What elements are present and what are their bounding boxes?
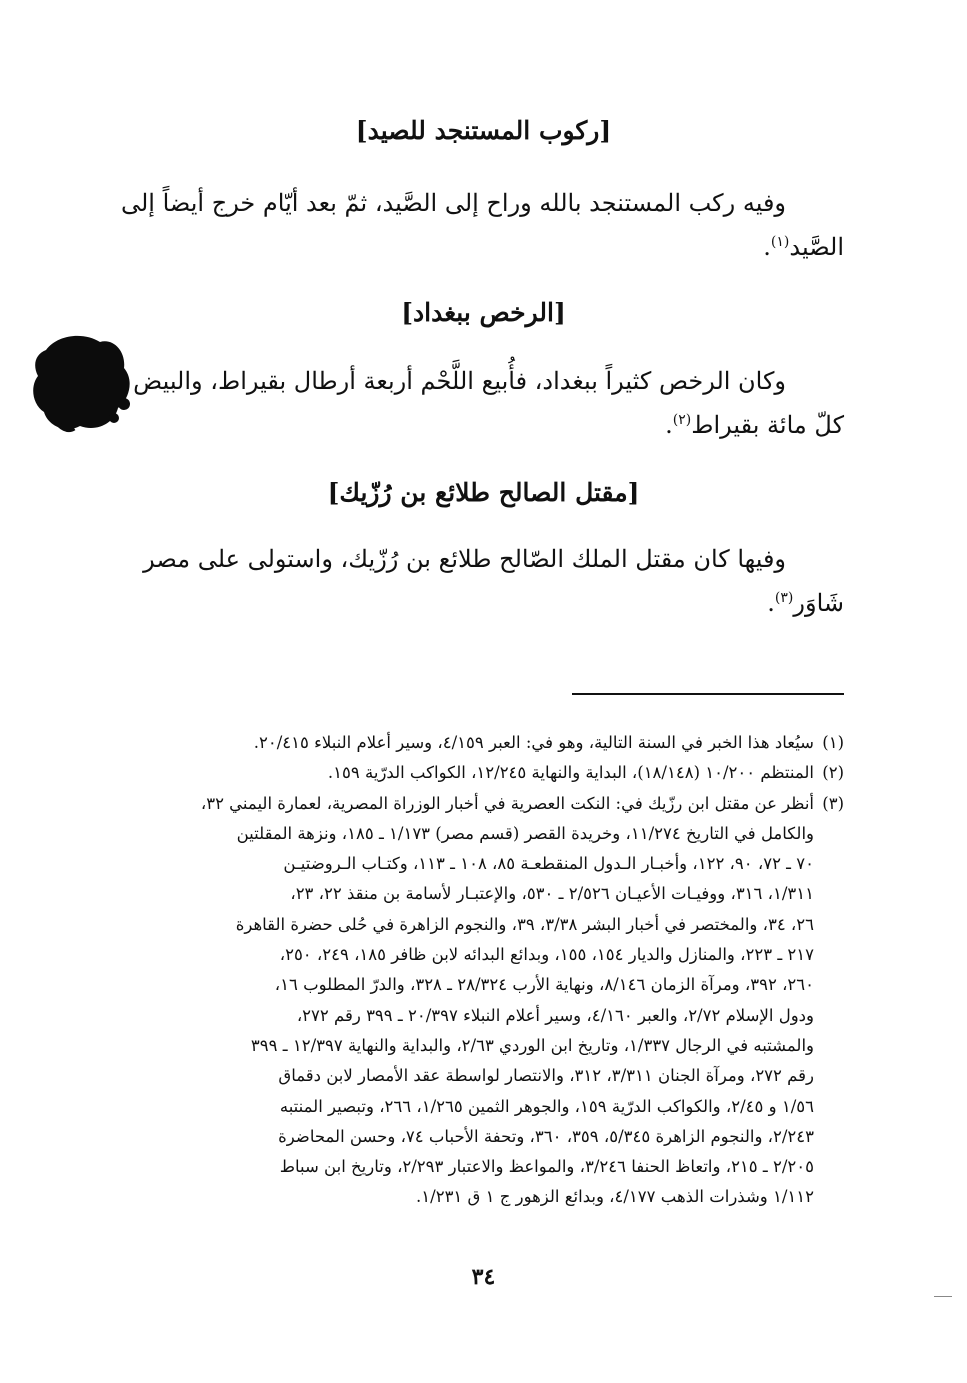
footnote-line bbox=[118, 728, 844, 758]
paragraph-line: وفيه ركب المستنجد بالله وراح إلى الصَّيد، ثمّ بعد أيّام خرج أيضاً إلى bbox=[120, 189, 786, 217]
section-paragraph-cheapness bbox=[118, 359, 844, 447]
footnote-line: والكامل في التاريخ ١١/٢٧٤، وخريدة القصر (قسم مصر) ١/١٧٣ ـ ١٨٥، ونزهة المقلتين bbox=[236, 823, 814, 843]
paragraph-line: الصَّيد$^{(١)}$. bbox=[763, 233, 844, 261]
page-number: ٣٤ bbox=[471, 1264, 496, 1290]
paragraph-line: شَاوَر$^{(٣)}$. bbox=[767, 589, 844, 617]
footnote-text: سيُعاد هذا الخبر في السنة التالية، وهو في: العبر ٤/١٥٩، وسير أعلام النبلاء ٢٠/٤١٥. bbox=[253, 733, 814, 752]
section-heading-hunting: [ركوب المستنجد للصيد] bbox=[355, 116, 612, 145]
footnote-line: ٢/٢٤٣، والنجوم الزاهرة ٥/٣٤٥، ٣٥٩، ٣٦٠، وتحفة الأحباب ٧٤، وحسن المحاضرة bbox=[278, 1126, 814, 1146]
footnote-number: (٢) bbox=[822, 763, 844, 783]
footnote-line: ٧٠ ـ ٧٢، ٩٠، ١٢٢، وأخبـار الـدول المنقطعـة ٨٥، ١٠٨ ـ ١١٣، وكتـاب الـروضتيـن bbox=[283, 854, 814, 874]
footnote-line: ١/١١٢ وشذرات الذهب ٤/١٧٧، وبدائع الزهور ج ١ ق ١/٢٣١. bbox=[416, 1187, 814, 1207]
footnote-line: ودول الإسلام ٢/٧٢، والعبر ٤/١٦٠، وسير أعلام النبلاء ٢٠/٣٩٧ ـ ٣٩٩ رقم ٢٧٢، bbox=[296, 1005, 814, 1025]
paragraph-line: كلّ مائة بقيراط$^{(٢)}$. bbox=[665, 411, 844, 439]
paragraph-text: الصَّيد bbox=[789, 233, 844, 261]
paragraph-text: شَاوَر bbox=[793, 589, 844, 617]
section-heading-talai-murder: [مقتل الصالح طلائع بن رُزّيك] bbox=[327, 478, 640, 507]
footnote-reference: (٢) bbox=[672, 412, 692, 428]
section-paragraph-hunting bbox=[118, 181, 844, 269]
footnote-reference: (١) bbox=[770, 234, 790, 250]
footnote-line: ٢٦٠، ٣٩٢، ومرآة الزمان ٨/١٤٦، ونهاية الأرب ٢٨/٣٢٤ ـ ٣٢٨، والدرّ المطلوب ١٦، bbox=[274, 975, 814, 995]
footnote-line: ٢١٧ ـ ٢٢٣، والمنازل والديار ١٥٤، ١٥٥، وبدائع البدائه لابن ظافر ١٨٥، ٢٤٩، ٢٥٠، bbox=[279, 945, 814, 965]
paragraph-text: كلّ مائة بقيراط bbox=[691, 411, 844, 439]
footnote-line: رقم ٢٧٢، ومرآة الجنان ٣/٣١١، ٣١٢، والانتصار لواسطة عقد الأمصار لابن دقماق bbox=[278, 1066, 814, 1086]
footnote-line bbox=[118, 789, 844, 819]
footnote-3 bbox=[118, 789, 844, 1213]
margin-mark bbox=[934, 1296, 952, 1297]
footnote-number: (٣) bbox=[822, 793, 844, 813]
footnotes bbox=[118, 728, 844, 1213]
footnote-line bbox=[118, 758, 844, 788]
footnote-separator bbox=[572, 693, 844, 695]
paragraph-line: وفيها كان مقتل الملك الصّالح طلائع بن رُزّيك، واستولى على مصر bbox=[143, 545, 786, 573]
footnote-2 bbox=[118, 758, 844, 788]
footnote-reference: (٣) bbox=[774, 590, 794, 606]
paragraph-line: وكان الرخص كثيراً ببغداد، فأُبيع اللَّحْم أربعة أرطال بقيراط، والبيض bbox=[133, 367, 786, 395]
footnote-line: ١/٥٦ و ٢/٤٥، والكواكب الدرّية ١٥٩، والجوهر الثمين ١/٢٦٥، ٢٦٦، وتبصير المنتبه bbox=[279, 1096, 814, 1116]
section-paragraph-talai-murder bbox=[118, 537, 844, 625]
footnote-line: ٢٦، ٣٤، والمختصر في أخبار البشر ٣/٣٨، ٣٩، والنجوم الزاهرة في حُلى حضرة القاهرة bbox=[235, 914, 814, 934]
footnote-line: والمشتبه في الرجال ١/٣٣٧، وتاريخ ابن الوردي ٢/٦٣، والبداية والنهاية ١٢/٣٩٧ ـ ٣٩٩ bbox=[250, 1035, 814, 1055]
footnote-line: ١/٣١١، ٣١٦، ووفيـات الأعيـان ٢/٥٢٦ ـ ٥٣٠، والإعتبـار لأسامة بن منقذ ٢٢، ٢٣، bbox=[290, 884, 814, 904]
footnote-1 bbox=[118, 728, 844, 758]
footnote-text: أنظر عن مقتل ابن رزّيك في: النكت العصرية في أخبار الوزراة المصرية، لعمارة اليمني ٣٢، bbox=[200, 793, 814, 813]
section-heading-cheapness: [الرخص ببغداد] bbox=[401, 298, 566, 327]
footnote-number: (١) bbox=[822, 733, 844, 752]
footnote-line: ٢/٢٠٥ ـ ٢١٥، واتعاظ الحنفا ٣/٢٤٦، والمواعظ والاعتبار ٢/٢٩٣، وتاريخ ابن سباط bbox=[279, 1157, 814, 1177]
footnote-text: المنتظم ١٠/٢٠٠ (١٨/١٤٨)، البداية والنهاية ١٢/٢٤٥، الكواكب الدرّية ١٥٩. bbox=[327, 763, 814, 783]
